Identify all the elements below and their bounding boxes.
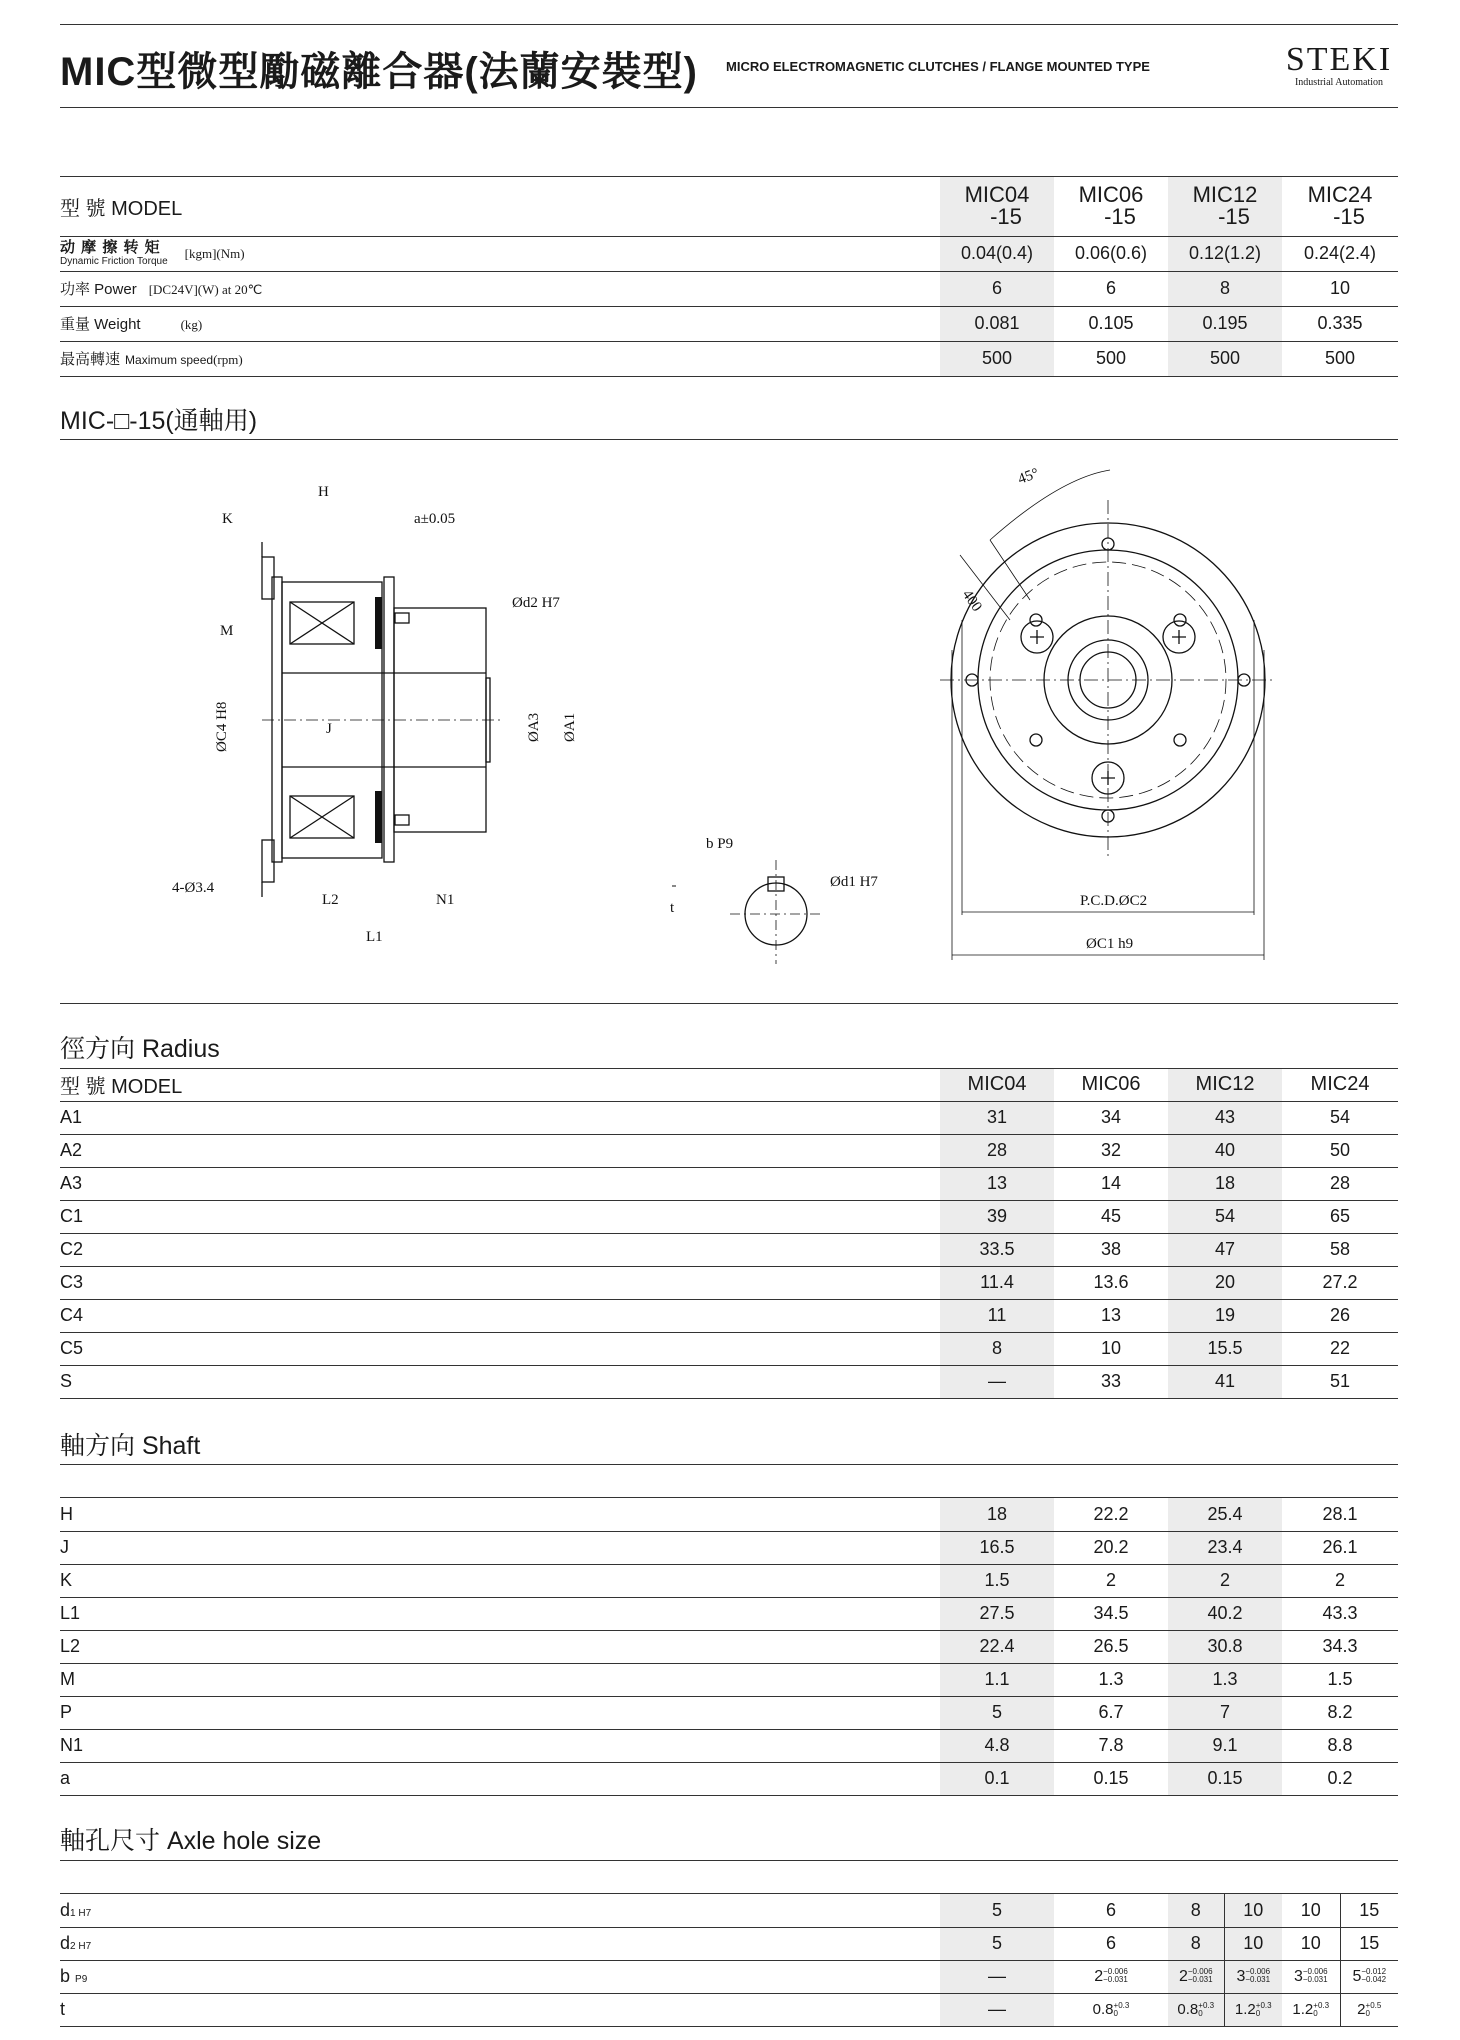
axle-row-d2: d2 H7 5 6 8 10 10 15 <box>60 1927 1398 1960</box>
spec-model-label: 型 號 MODEL <box>60 177 940 236</box>
shaft-row: K 1.5 2 2 2 <box>60 1564 1398 1597</box>
top-rule <box>60 24 1398 25</box>
steki-logo <box>1280 42 1398 88</box>
spec-row-weight: 重量 Weight (kg) 0.081 0.105 0.195 0.335 <box>60 306 1398 341</box>
shaft-section-rule <box>60 1464 1398 1465</box>
label-N1: N1 <box>436 892 455 908</box>
radius-model-row: 型 號 MODEL MIC04 MIC06 MIC12 MIC24 <box>60 1069 1398 1101</box>
axle-section-rule <box>60 1860 1398 1861</box>
axle-row-b: b P9 — 2−0.006 −0.031 2−0.006 −0.031 3−0.006 −0.031 3−0.006 −0.031 5−0.012 −0.042 <box>60 1960 1398 1993</box>
axle-title: 軸孔尺寸 Axle hole size <box>60 1827 322 1855</box>
shaft-row: J 16.5 20.2 23.4 26.1 <box>60 1531 1398 1564</box>
label-angle: 45° <box>1015 465 1042 488</box>
side-view <box>262 542 500 897</box>
shaft-row: a 0.1 0.15 0.15 0.2 <box>60 1762 1398 1795</box>
label-a: a±0.05 <box>414 511 456 527</box>
spec-model-1: MIC04 -15 <box>940 177 1054 236</box>
radius-row: S — 33 41 51 <box>60 1365 1398 1398</box>
label-L2: L2 <box>322 892 339 908</box>
label-t: t <box>670 900 675 916</box>
spec-table <box>60 177 1398 377</box>
radius-table <box>60 1069 1398 1399</box>
axle-row-t: t — 0.8+0.3 0 0.8+0.3 0 1.2+0.3 0 1.2+0.3 0 2+0.5 0 <box>60 1993 1398 2026</box>
spec-model-4: MIC24 -15 <box>1282 177 1398 236</box>
label-A1: ØA1 <box>562 712 578 742</box>
label-A3: ØA3 <box>526 712 542 742</box>
label-pcd: P.C.D.ØC2 <box>1080 893 1148 909</box>
radius-row: C2 33.5 38 47 58 <box>60 1233 1398 1266</box>
spec-model-row <box>60 177 1398 236</box>
technical-drawing <box>0 440 1460 1000</box>
page-subtitle: MICRO ELECTROMAGNETIC CLUTCHES / FLANGE MOUNTED TYPE <box>726 59 1150 74</box>
label-J: J <box>326 721 332 737</box>
shaft-row: H 18 22.2 25.4 28.1 <box>60 1498 1398 1531</box>
radius-row: A1 31 34 43 54 <box>60 1101 1398 1134</box>
label-holes: 4-Ø3.4 <box>172 880 215 896</box>
radius-row: A3 13 14 18 28 <box>60 1167 1398 1200</box>
label-M: M <box>220 623 234 639</box>
key-detail <box>672 860 822 964</box>
shaft-row: L1 27.5 34.5 40.2 43.3 <box>60 1597 1398 1630</box>
spec-row-speed: 最高轉速 Maximum speed(rpm) 500 500 500 500 <box>60 341 1398 376</box>
page-title: MIC型微型勵磁離合器(法蘭安裝型) <box>60 50 698 94</box>
radius-row: C3 11.4 13.6 20 27.2 <box>60 1266 1398 1299</box>
spec-row-power: 功率 Power [DC24V](W) at 20℃ 6 6 8 10 <box>60 271 1398 306</box>
spec-row-torque: 动 摩 擦 转 矩 Dynamic Friction Torque [kgm](Nm) 0.04(0.4) 0.06(0.6) 0.12(1.2) 0.24(2.4) <box>60 236 1398 271</box>
shaft-row: M 1.1 1.3 1.3 1.5 <box>60 1663 1398 1696</box>
label-K: K <box>222 511 233 527</box>
drawing-title: MIC-□-15(通軸用) <box>60 407 258 435</box>
label-d2: Ød2 H7 <box>512 595 560 611</box>
shaft-title: 軸方向 Shaft <box>60 1432 201 1460</box>
axle-row-d1: d1 H7 5 6 8 10 10 15 <box>60 1894 1398 1927</box>
axle-table <box>60 1894 1398 2027</box>
shaft-row: L2 22.4 26.5 30.8 34.3 <box>60 1630 1398 1663</box>
spec-model-2: MIC06 -15 <box>1054 177 1168 236</box>
label-L1: L1 <box>366 929 383 945</box>
radius-row: C4 11 13 19 26 <box>60 1299 1398 1332</box>
label-d1: Ød1 H7 <box>830 874 878 890</box>
drawing-bottom-rule <box>60 1003 1398 1004</box>
header-rule <box>60 107 1398 108</box>
label-400: 400 <box>958 587 985 615</box>
radius-row: C5 8 10 15.5 22 <box>60 1332 1398 1365</box>
label-bP9: b P9 <box>706 836 734 852</box>
radius-title: 徑方向 Radius <box>60 1035 220 1063</box>
shaft-row: N1 4.8 7.8 9.1 8.8 <box>60 1729 1398 1762</box>
label-H: H <box>318 484 329 500</box>
logo-sub: Industrial Automation <box>1294 77 1384 88</box>
radius-row: A2 28 32 40 50 <box>60 1134 1398 1167</box>
shaft-table <box>60 1498 1398 1796</box>
spec-model-3: MIC12 -15 <box>1168 177 1282 236</box>
shaft-row: P 5 6.7 7 8.2 <box>60 1696 1398 1729</box>
front-view <box>940 470 1276 960</box>
label-C4: ØC4 H8 <box>214 701 230 752</box>
label-C1: ØC1 h9 <box>1086 936 1134 952</box>
logo-main: STEKI <box>1285 41 1393 78</box>
radius-row: C1 39 45 54 65 <box>60 1200 1398 1233</box>
